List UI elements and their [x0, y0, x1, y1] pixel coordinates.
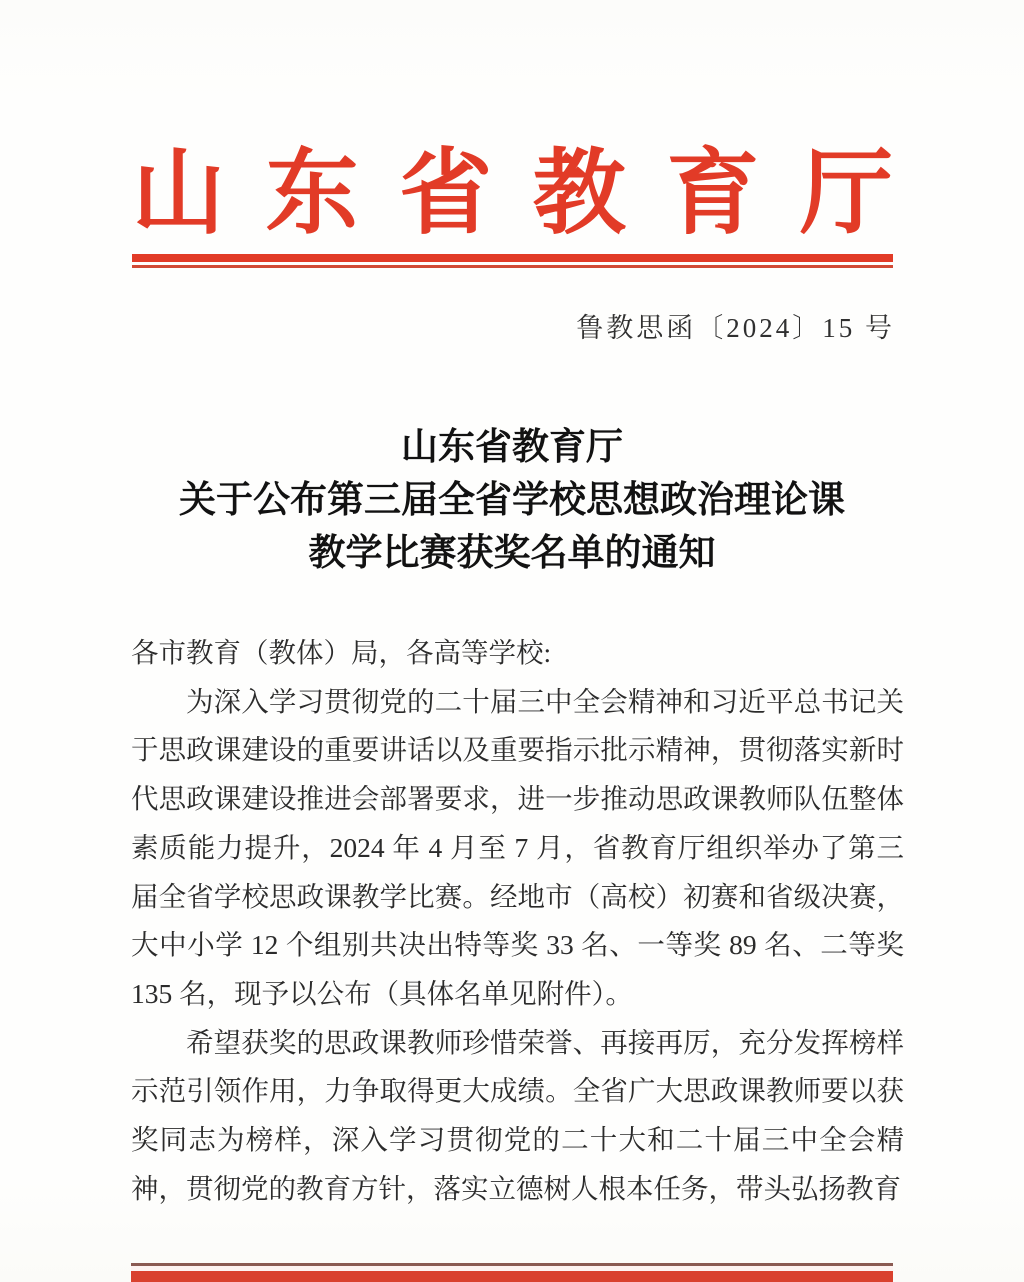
- letterhead-char: 育: [666, 143, 760, 246]
- notice-body: [131, 629, 904, 1213]
- notice-title: [0, 421, 1024, 580]
- rule-thick-line: [132, 254, 893, 262]
- next-page-thick-line: [131, 1271, 893, 1282]
- agency-letterhead: [132, 143, 893, 246]
- letterhead-char: 厅: [799, 143, 893, 246]
- letterhead-char: 东: [265, 143, 359, 246]
- letterhead-double-rule: [132, 254, 893, 268]
- notice-title-line-2: 关于公布第三届全省学校思想政治理论课: [179, 480, 845, 521]
- notice-title-line-3: 教学比赛获奖名单的通知: [308, 533, 716, 574]
- letterhead-char: 教: [532, 143, 626, 246]
- next-page-red-band: [131, 1263, 893, 1282]
- letterhead-char: 山: [132, 143, 225, 246]
- salutation: 各市教育（教体）局，各高等学校:: [131, 637, 552, 668]
- letterhead-char: 省: [399, 143, 493, 246]
- rule-thin-line: [132, 265, 893, 268]
- notice-title-line-1: 山东省教育厅: [401, 427, 623, 468]
- body-paragraph-2: 希望获奖的思政课教师珍惜荣誉、再接再厉，充分发挥榜样示范引领作用，力争取得更大成绩。全省广大思政课教师要以获奖同志为榜样，深入学习贯彻党的二十大和二十届三中全会精神，贯彻党的教育方针，落实立德树人根本任务，带头弘扬教育: [131, 1026, 904, 1204]
- body-paragraph-1: 为深入学习贯彻党的二十届三中全会精神和习近平总书记关于思政课建设的重要讲话以及重要指示批示精神，贯彻落实新时代思政课建设推进会部署要求，进一步推动思政课教师队伍整体素质能力提升，2024 年 4 月至 7 月，省教育厅组织举办了第三届全省学校思政课教学比赛。经地市（高校）初赛和省级决赛，大中小学 12 个组别共决出特等奖 33 名、一等奖 89 名、二等奖 135 名，现予以公布（具体名单见附件）。: [131, 685, 904, 1009]
- document-reference-number: 鲁教思函〔2024〕15 号: [576, 313, 895, 343]
